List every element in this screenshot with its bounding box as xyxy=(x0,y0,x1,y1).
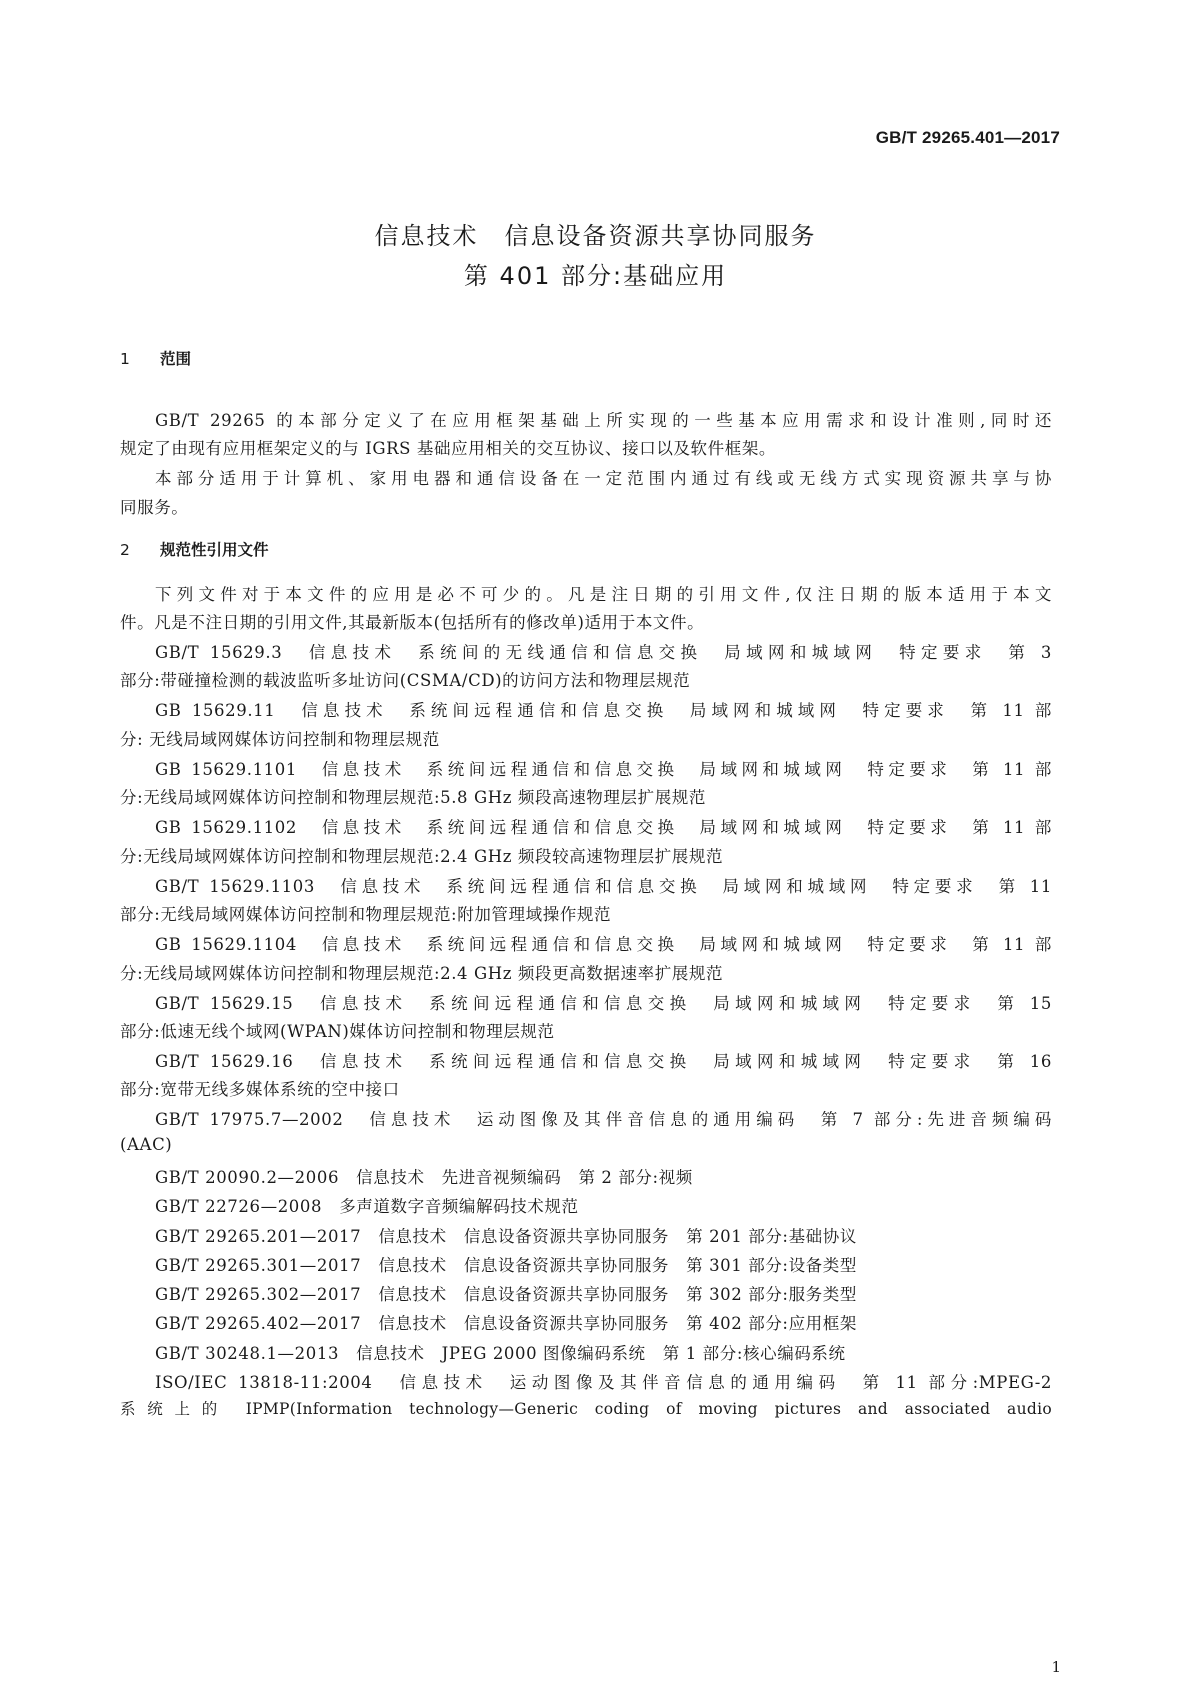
document-title-line-1: 信息技术 信息设备资源共享协同服务 xyxy=(374,222,817,250)
reference-line: GB/T 20090.2—2006 信息技术 先进音视频编码 第 2 部分:视频 xyxy=(155,1168,693,1187)
reference-line: GB 15629.1102 信息技术 系统间远程通信和信息交换 局域网和城域网 特定要求 第 11 部 xyxy=(155,818,1052,837)
reference-line: GB 15629.1101 信息技术 系统间远程通信和信息交换 局域网和城域网 特定要求 第 11 部 xyxy=(155,760,1052,779)
section-number: 1 xyxy=(120,350,130,368)
reference-line: GB/T 22726—2008 多声道数字音频编解码技术规范 xyxy=(155,1197,579,1216)
reference-line: 部分:带碰撞检测的载波监听多址访问(CSMA/CD)的访问方法和物理层规范 xyxy=(120,671,691,690)
reference-line: 分:无线局域网媒体访问控制和物理层规范:2.4 GHz 频段较高速物理层扩展规范 xyxy=(120,847,724,866)
paragraph-line: 规定了由现有应用框架定义的与 IGRS 基础应用相关的交互协议、接口以及软件框架。 xyxy=(120,439,777,458)
page-number: 1 xyxy=(1051,1658,1061,1676)
reference-line: 分: 无线局域网媒体访问控制和物理层规范 xyxy=(120,730,440,749)
paragraph-line: GB/T 29265 的本部分定义了在应用框架基础上所实现的一些基本应用需求和设计准则,同时还 xyxy=(155,411,1052,430)
reference-line: GB/T 29265.301—2017 信息技术 信息设备资源共享协同服务 第 301 部分:设备类型 xyxy=(155,1256,857,1275)
reference-line: GB 15629.11 信息技术 系统间远程通信和信息交换 局域网和城域网 特定要求 第 11 部 xyxy=(155,701,1052,720)
section-number: 2 xyxy=(120,541,130,559)
reference-line: GB 15629.1104 信息技术 系统间远程通信和信息交换 局域网和城域网 特定要求 第 11 部 xyxy=(155,935,1052,954)
section-title: 范围 xyxy=(160,350,192,368)
reference-line: (AAC) xyxy=(120,1135,173,1154)
reference-line: GB/T 29265.402—2017 信息技术 信息设备资源共享协同服务 第 402 部分:应用框架 xyxy=(155,1314,857,1333)
reference-line: 系统上的 IPMP(Information technology—Generic coding of moving pictures and associated audio xyxy=(120,1400,1052,1418)
paragraph-line: 本部分适用于计算机、家用电器和通信设备在一定范围内通过有线或无线方式实现资源共享与协 xyxy=(155,469,1052,488)
reference-line: GB/T 15629.16 信息技术 系统间远程通信和信息交换 局域网和城域网 特定要求 第 16 xyxy=(155,1052,1052,1071)
section-title: 规范性引用文件 xyxy=(160,541,269,559)
standard-code: GB/T 29265.401—2017 xyxy=(875,128,1060,147)
reference-line: ISO/IEC 13818-11:2004 信息技术 运动图像及其伴音信息的通用编码 第 11 部分:MPEG-2 xyxy=(155,1373,1052,1392)
reference-line: GB/T 15629.1103 信息技术 系统间远程通信和信息交换 局域网和城域网 特定要求 第 11 xyxy=(155,877,1052,896)
document-title-line-2: 第 401 部分:基础应用 xyxy=(463,262,728,290)
paragraph-line: 同服务。 xyxy=(120,498,189,517)
reference-line: 部分:宽带无线多媒体系统的空中接口 xyxy=(120,1080,400,1099)
reference-line: GB/T 17975.7—2002 信息技术 运动图像及其伴音信息的通用编码 第 7 部分:先进音频编码 xyxy=(155,1110,1052,1129)
reference-line: GB/T 30248.1—2013 信息技术 JPEG 2000 图像编码系统 第 1 部分:核心编码系统 xyxy=(155,1344,846,1363)
reference-line: 分:无线局域网媒体访问控制和物理层规范:5.8 GHz 频段高速物理层扩展规范 xyxy=(120,788,707,807)
section-heading xyxy=(120,347,191,369)
section-heading xyxy=(120,538,269,560)
reference-line: GB/T 15629.3 信息技术 系统间的无线通信和信息交换 局域网和城域网 特定要求 第 3 xyxy=(155,643,1052,662)
reference-line: 分:无线局域网媒体访问控制和物理层规范:2.4 GHz 频段更高数据速率扩展规范 xyxy=(120,964,724,983)
reference-line: GB/T 29265.302—2017 信息技术 信息设备资源共享协同服务 第 302 部分:服务类型 xyxy=(155,1285,857,1304)
reference-line: GB/T 29265.201—2017 信息技术 信息设备资源共享协同服务 第 201 部分:基础协议 xyxy=(155,1227,857,1246)
reference-line: GB/T 15629.15 信息技术 系统间远程通信和信息交换 局域网和城域网 特定要求 第 15 xyxy=(155,994,1052,1013)
paragraph-line: 下列文件对于本文件的应用是必不可少的。凡是注日期的引用文件,仅注日期的版本适用于本文 xyxy=(155,585,1052,604)
paragraph-line: 件。凡是不注日期的引用文件,其最新版本(包括所有的修改单)适用于本文件。 xyxy=(120,613,705,632)
reference-line: 部分:无线局域网媒体访问控制和物理层规范:附加管理域操作规范 xyxy=(120,905,612,924)
reference-line: 部分:低速无线个域网(WPAN)媒体访问控制和物理层规范 xyxy=(120,1022,555,1041)
